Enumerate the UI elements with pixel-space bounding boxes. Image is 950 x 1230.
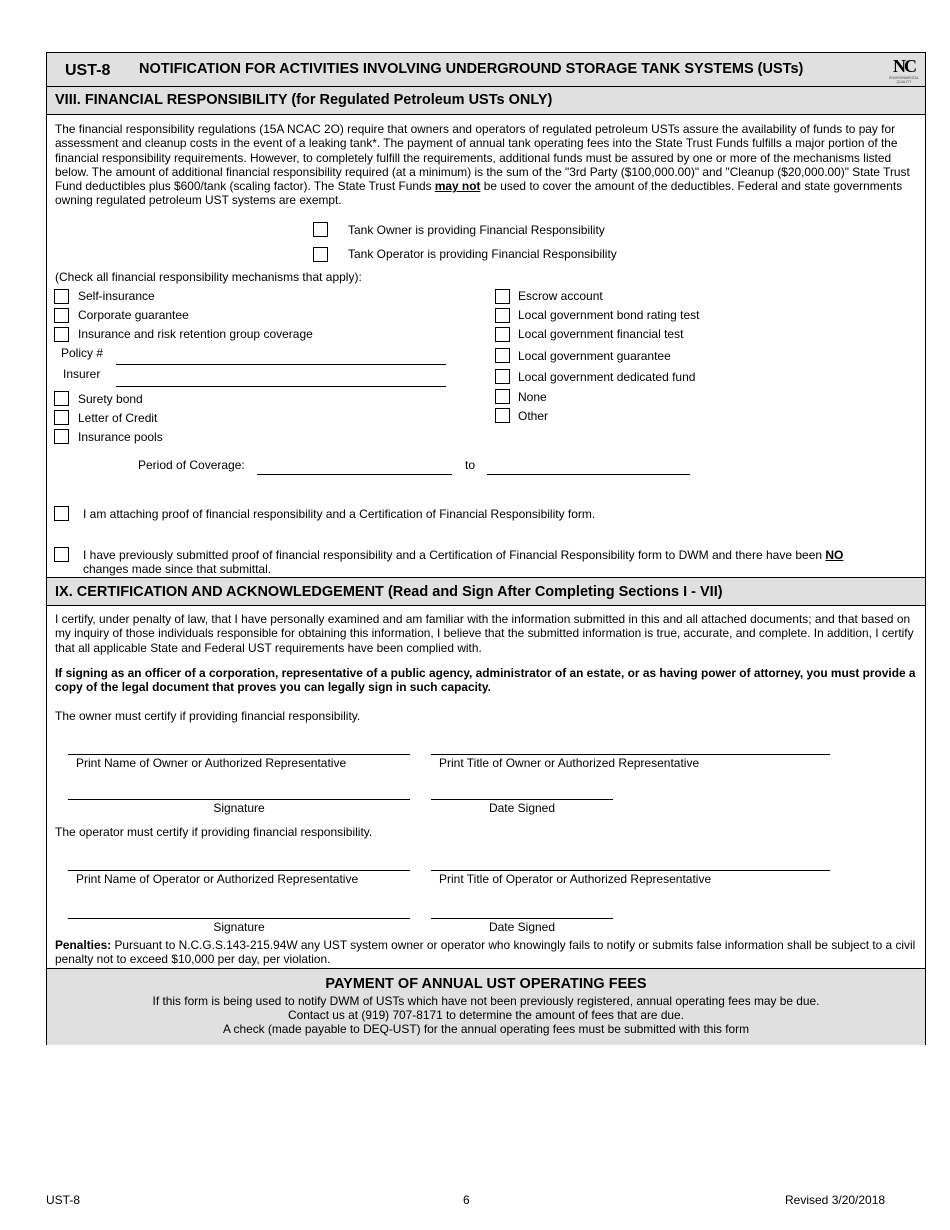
tank-owner-checkbox[interactable] — [313, 222, 328, 237]
prev-emphasis: NO — [825, 548, 844, 562]
mechanism-label: Corporate guarantee — [78, 308, 189, 322]
payment-title: PAYMENT OF ANNUAL UST OPERATING FEES — [325, 976, 647, 992]
logo-subtext-2: QUALITY — [896, 80, 912, 84]
attach-proof-checkbox[interactable] — [54, 506, 69, 521]
owner-signature-label: Signature — [213, 801, 265, 815]
footer-page-number: 6 — [463, 1193, 470, 1207]
insurer-label: Insurer — [63, 367, 101, 381]
policy-number-label: Policy # — [61, 346, 104, 360]
owner-title-field[interactable] — [431, 754, 830, 755]
operator-title-label: Print Title of Operator or Authorized Representative — [439, 872, 712, 886]
mechanism-instruction: (Check all financial responsibility mechanisms that apply): — [55, 270, 362, 284]
certification-text: I certify, under penalty of law, that I have personally examined and am familiar with the information submitted in this and all attached documents; and that based on my inquiry of those individuals responsible for obtaining this information, I believe that the submitted information is true, accurate, and complete. In addition, I certify that all applicable State and Federal UST requirements have been complied with. — [55, 612, 914, 655]
previously-submitted-checkbox[interactable] — [54, 547, 69, 562]
dedicated-fund-checkbox[interactable] — [495, 369, 510, 384]
prev-text-2: changes made since that submittal. — [83, 562, 272, 576]
footer-revised: Revised 3/20/2018 — [785, 1193, 886, 1207]
owner-certify-note: The owner must certify if providing financial responsibility. — [55, 709, 361, 723]
divider — [47, 605, 925, 606]
owner-signature-field[interactable] — [68, 799, 410, 800]
mechanism-label: Local government financial test — [518, 327, 684, 341]
operator-certify-note: The operator must certify if providing financial responsibility. — [55, 825, 373, 839]
escrow-account-checkbox[interactable] — [495, 289, 510, 304]
operator-date-field[interactable] — [431, 918, 613, 919]
owner-date-field[interactable] — [431, 799, 613, 800]
form-code: UST-8 — [65, 62, 111, 79]
owner-name-label: Print Name of Owner or Authorized Representative — [76, 756, 347, 770]
bond-rating-test-checkbox[interactable] — [495, 308, 510, 323]
officer-notice: If signing as an officer of a corporation, representative of a public agency, administrator of an estate, or as having power of attorney, you must provide a copy of the legal document that proves you can legally sign in such capacity. — [55, 666, 916, 695]
mechanism-label: Surety bond — [78, 392, 143, 406]
owner-title-label: Print Title of Owner or Authorized Representative — [439, 756, 700, 770]
tank-owner-label: Tank Owner is providing Financial Responsibility — [348, 223, 605, 237]
insurance-rrg-checkbox[interactable] — [54, 327, 69, 342]
letter-of-credit-checkbox[interactable] — [54, 410, 69, 425]
section9-heading: IX. CERTIFICATION AND ACKNOWLEDGEMENT (Read and Sign After Completing Sections I - VII) — [55, 584, 723, 600]
period-end-field[interactable] — [487, 474, 690, 475]
mechanism-label: Other — [518, 409, 549, 423]
period-of-coverage-label: Period of Coverage: — [138, 458, 245, 472]
logo-subtext-1: ENVIRONMENTAL — [889, 76, 919, 80]
prev-text-1: I have previously submitted proof of financial responsibility and a Certification of Financial Responsibility form to DWM and there have been — [83, 548, 826, 562]
operator-title-field[interactable] — [431, 870, 830, 871]
operator-name-field[interactable] — [68, 870, 410, 871]
insurance-pools-checkbox[interactable] — [54, 429, 69, 444]
insurer-field[interactable] — [116, 386, 446, 387]
payment-line-2: Contact us at (919) 707-8171 to determine the amount of fees that are due. — [288, 1008, 684, 1022]
none-checkbox[interactable] — [495, 389, 510, 404]
mechanism-label: Insurance and risk retention group coverage — [78, 327, 313, 341]
mechanism-label: Insurance pools — [78, 430, 163, 444]
mechanism-label: Local government dedicated fund — [518, 370, 696, 384]
previously-submitted-label — [83, 548, 913, 576]
owner-name-field[interactable] — [68, 754, 410, 755]
section8-heading: VIII. FINANCIAL RESPONSIBILITY (for Regulated Petroleum USTs ONLY) — [55, 92, 553, 108]
financial-responsibility-intro — [55, 122, 919, 208]
policy-number-field[interactable] — [116, 364, 446, 365]
financial-test-checkbox[interactable] — [495, 327, 510, 342]
other-checkbox[interactable] — [495, 408, 510, 423]
owner-date-label: Date Signed — [488, 801, 556, 815]
operator-name-label: Print Name of Operator or Authorized Representative — [76, 872, 359, 886]
surety-bond-checkbox[interactable] — [54, 391, 69, 406]
payment-line-1: If this form is being used to notify DWM of USTs which have not been previously registered, annual operating fees may be due. — [152, 994, 820, 1008]
form-title: NOTIFICATION FOR ACTIVITIES INVOLVING UNDERGROUND STORAGE TANK SYSTEMS (USTs) — [139, 61, 804, 77]
mechanism-label: Self-insurance — [78, 289, 155, 303]
operator-signature-label: Signature — [213, 920, 265, 934]
mechanism-label: Local government bond rating test — [518, 308, 700, 322]
ust8-form — [46, 52, 926, 1045]
corporate-guarantee-checkbox[interactable] — [54, 308, 69, 323]
tank-operator-checkbox[interactable] — [313, 247, 328, 262]
intro-text-1: The financial responsibility regulations (15A NCAC 2O) require that owners and operators of regulated petroleum USTs assure the availability of funds to pay for assessment and cleanup costs in the event of a leaking tank*. The payment of annual tank operating fees into the State Trust Funds fulfills a major portion of the financial responsibility requirements. However, to completely fulfill the requirements, additional funds must be assured by one or more of the mechanisms listed below. The amount of additional financial responsibility required (at a minimum) is the sum of the "3rd Party ($100,000.00)" and "Cleanup ($20,000.00)" State Trust Fund deductibles plus $600/tank (scaling factor). The State Trust Funds — [55, 122, 910, 194]
intro-emphasis: may not — [434, 179, 481, 194]
operator-date-label: Date Signed — [488, 920, 556, 934]
period-to-label: to — [465, 458, 476, 472]
gov-guarantee-checkbox[interactable] — [495, 348, 510, 363]
logo-text: NC — [893, 56, 915, 76]
self-insurance-checkbox[interactable] — [54, 289, 69, 304]
mechanism-label: None — [518, 390, 547, 404]
penalties-body: Pursuant to N.C.G.S.143-215.94W any UST system owner or operator who knowingly fails to notify or submits false information shall be subject to a civil penalty not to exceed $10,000 per day, per violation. — [55, 938, 916, 967]
penalties-label: Penalties: — [55, 938, 112, 952]
operator-signature-field[interactable] — [68, 918, 410, 919]
payment-line-3: A check (made payable to DEQ-UST) for the annual operating fees must be submitted with this form — [222, 1022, 750, 1036]
mechanism-label: Escrow account — [518, 289, 603, 303]
mechanism-label: Local government guarantee — [518, 349, 671, 363]
tank-operator-label: Tank Operator is providing Financial Responsibility — [348, 247, 617, 261]
attach-proof-label: I am attaching proof of financial responsibility and a Certification of Financial Responsibility form. — [83, 507, 596, 521]
nc-logo — [890, 56, 918, 86]
divider — [47, 114, 925, 115]
penalties-text — [55, 938, 919, 967]
period-start-field[interactable] — [257, 474, 452, 475]
mechanism-label: Letter of Credit — [78, 411, 158, 425]
footer-form-code: UST-8 — [46, 1193, 81, 1207]
intro-text-2: be used to cover the amount of the deductibles. Federal and state governments owning regulated petroleum UST systems are exempt. — [55, 179, 903, 208]
